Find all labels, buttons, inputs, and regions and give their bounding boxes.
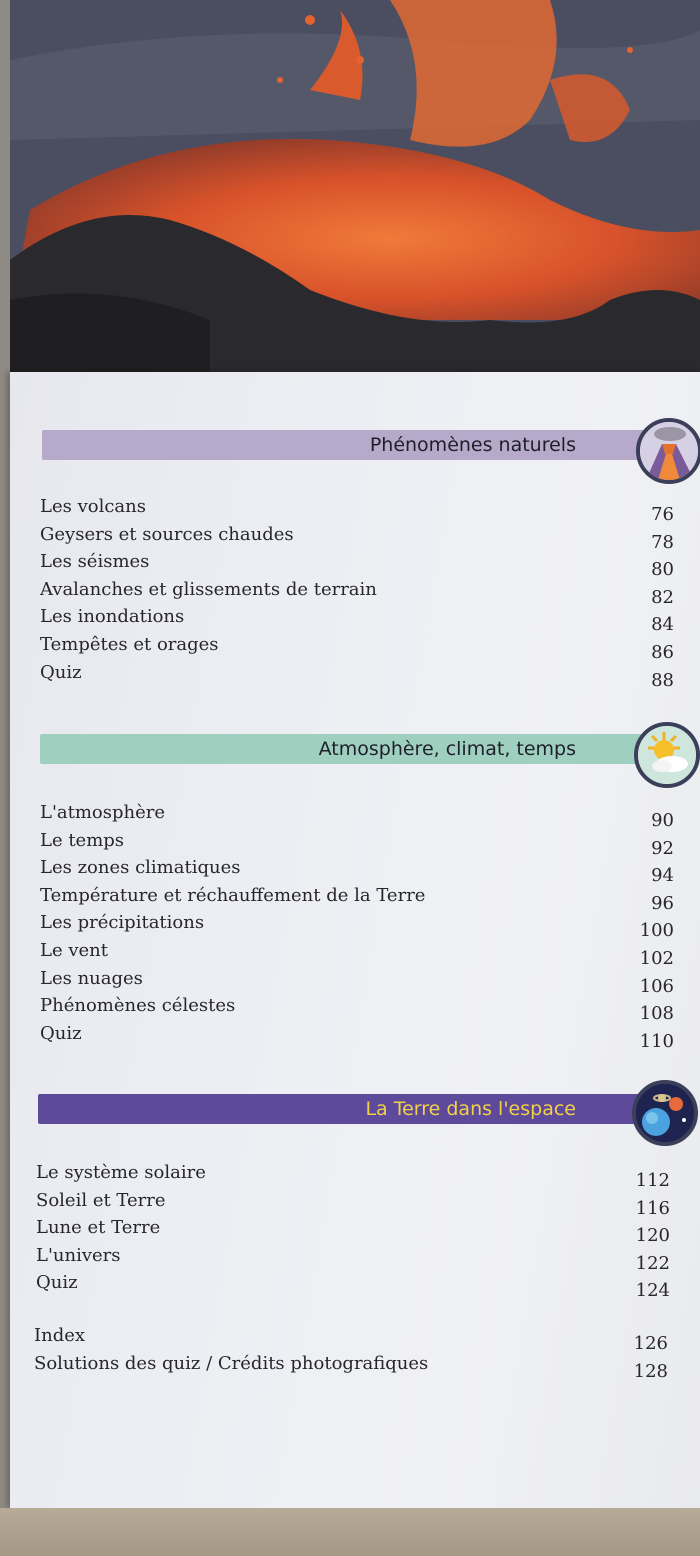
entry-label: L'atmosphère	[40, 802, 166, 823]
entry-page-number: 92	[651, 837, 674, 859]
entry-page-number: 88	[651, 669, 674, 691]
entry-list	[40, 799, 674, 1052]
entry-page-number: 96	[651, 892, 674, 914]
entry-page-number: 94	[651, 865, 674, 887]
entry-page-number: 124	[635, 1280, 670, 1302]
toc-entry[interactable]	[36, 1159, 670, 1191]
entry-page-number: 128	[633, 1360, 668, 1382]
toc-entry[interactable]	[40, 631, 674, 663]
entry-label: Tempêtes et orages	[40, 633, 219, 655]
entry-label: Index	[34, 1325, 86, 1346]
toc-entry[interactable]	[40, 1020, 674, 1052]
volcano-eruption-photo	[10, 0, 700, 380]
entry-label: Les nuages	[40, 967, 143, 989]
entry-page-number: 112	[635, 1170, 670, 1191]
table-of-contents-page	[10, 372, 700, 1508]
toc-entry[interactable]	[40, 659, 674, 691]
entry-label: Le vent	[40, 939, 108, 961]
table-surface	[0, 1508, 700, 1556]
entry-list	[40, 493, 674, 691]
toc-entry[interactable]	[36, 1269, 670, 1302]
entry-label: Les inondations	[40, 606, 185, 628]
entry-label: Le système solaire	[36, 1162, 206, 1183]
toc-entry[interactable]	[40, 827, 674, 859]
volcano-icon	[636, 418, 700, 484]
entry-label: L'univers	[36, 1244, 121, 1266]
entry-page-number: 110	[639, 1030, 674, 1052]
toc-entry[interactable]	[40, 854, 674, 887]
entry-page-number: 82	[651, 586, 674, 608]
entry-page-number: 100	[639, 920, 674, 942]
section-title: Atmosphère, climat, temps	[318, 738, 576, 760]
section-title: Phénomènes naturels	[369, 434, 576, 456]
entry-label: Les volcans	[40, 496, 146, 517]
section-title: La Terre dans l'espace	[365, 1098, 576, 1120]
entry-label: Les précipitations	[40, 912, 205, 934]
entry-label: Quiz	[40, 661, 82, 683]
entry-label: Geysers et sources chaudes	[40, 523, 294, 545]
toc-entry[interactable]	[40, 493, 674, 525]
toc-entry[interactable]	[40, 937, 674, 969]
entry-page-number: 78	[651, 531, 674, 553]
entry-page-number: 106	[639, 975, 674, 997]
toc-entry[interactable]	[36, 1214, 670, 1247]
toc-entry[interactable]	[40, 882, 674, 914]
entry-page-number: 120	[635, 1225, 670, 1247]
toc-entry[interactable]	[40, 909, 674, 942]
entry-label: Soleil et Terre	[36, 1189, 166, 1211]
toc-entry-index[interactable]	[34, 1322, 668, 1354]
toc-entry-solutions[interactable]	[34, 1350, 668, 1382]
entry-label: Quiz	[40, 1022, 82, 1044]
entry-page-number: 86	[651, 641, 674, 663]
entry-label: Quiz	[36, 1272, 78, 1294]
extra-entry-list	[34, 1322, 668, 1382]
section-banner	[38, 1094, 650, 1124]
entry-label: Lune et Terre	[36, 1217, 161, 1239]
entry-page-number: 90	[651, 810, 674, 831]
toc-entry[interactable]	[40, 603, 674, 636]
toc-entry[interactable]	[36, 1242, 670, 1274]
entry-page-number: 126	[633, 1333, 668, 1354]
entry-label: Température et réchauffement de la Terre	[40, 884, 426, 906]
entry-page-number: 116	[635, 1197, 670, 1219]
toc-entry[interactable]	[36, 1187, 670, 1219]
section-banner	[42, 430, 650, 460]
entry-page-number: 122	[635, 1252, 670, 1274]
entry-page-number: 84	[651, 614, 674, 636]
toc-entry[interactable]	[40, 548, 674, 581]
toc-entry[interactable]	[40, 992, 674, 1025]
entry-label: Le temps	[40, 829, 125, 851]
entry-label: Les zones climatiques	[40, 857, 241, 879]
toc-entry[interactable]	[40, 799, 674, 831]
toc-entry[interactable]	[40, 965, 674, 997]
section-banner	[40, 734, 650, 764]
sun-cloud-icon	[634, 722, 700, 788]
entry-label: Les séismes	[40, 551, 150, 573]
entry-label: Avalanches et glissements de terrain	[40, 578, 377, 600]
entry-label: Solutions des quiz / Crédits photografiques	[34, 1352, 429, 1374]
entry-page-number: 102	[639, 947, 674, 969]
entry-list	[36, 1159, 670, 1302]
planets-icon	[632, 1080, 698, 1146]
entry-page-number: 76	[651, 504, 674, 525]
entry-label: Phénomènes célestes	[40, 995, 236, 1017]
entry-page-number: 108	[639, 1003, 674, 1025]
toc-entry[interactable]	[40, 576, 674, 608]
toc-entry[interactable]	[40, 521, 674, 553]
entry-page-number: 80	[651, 559, 674, 581]
